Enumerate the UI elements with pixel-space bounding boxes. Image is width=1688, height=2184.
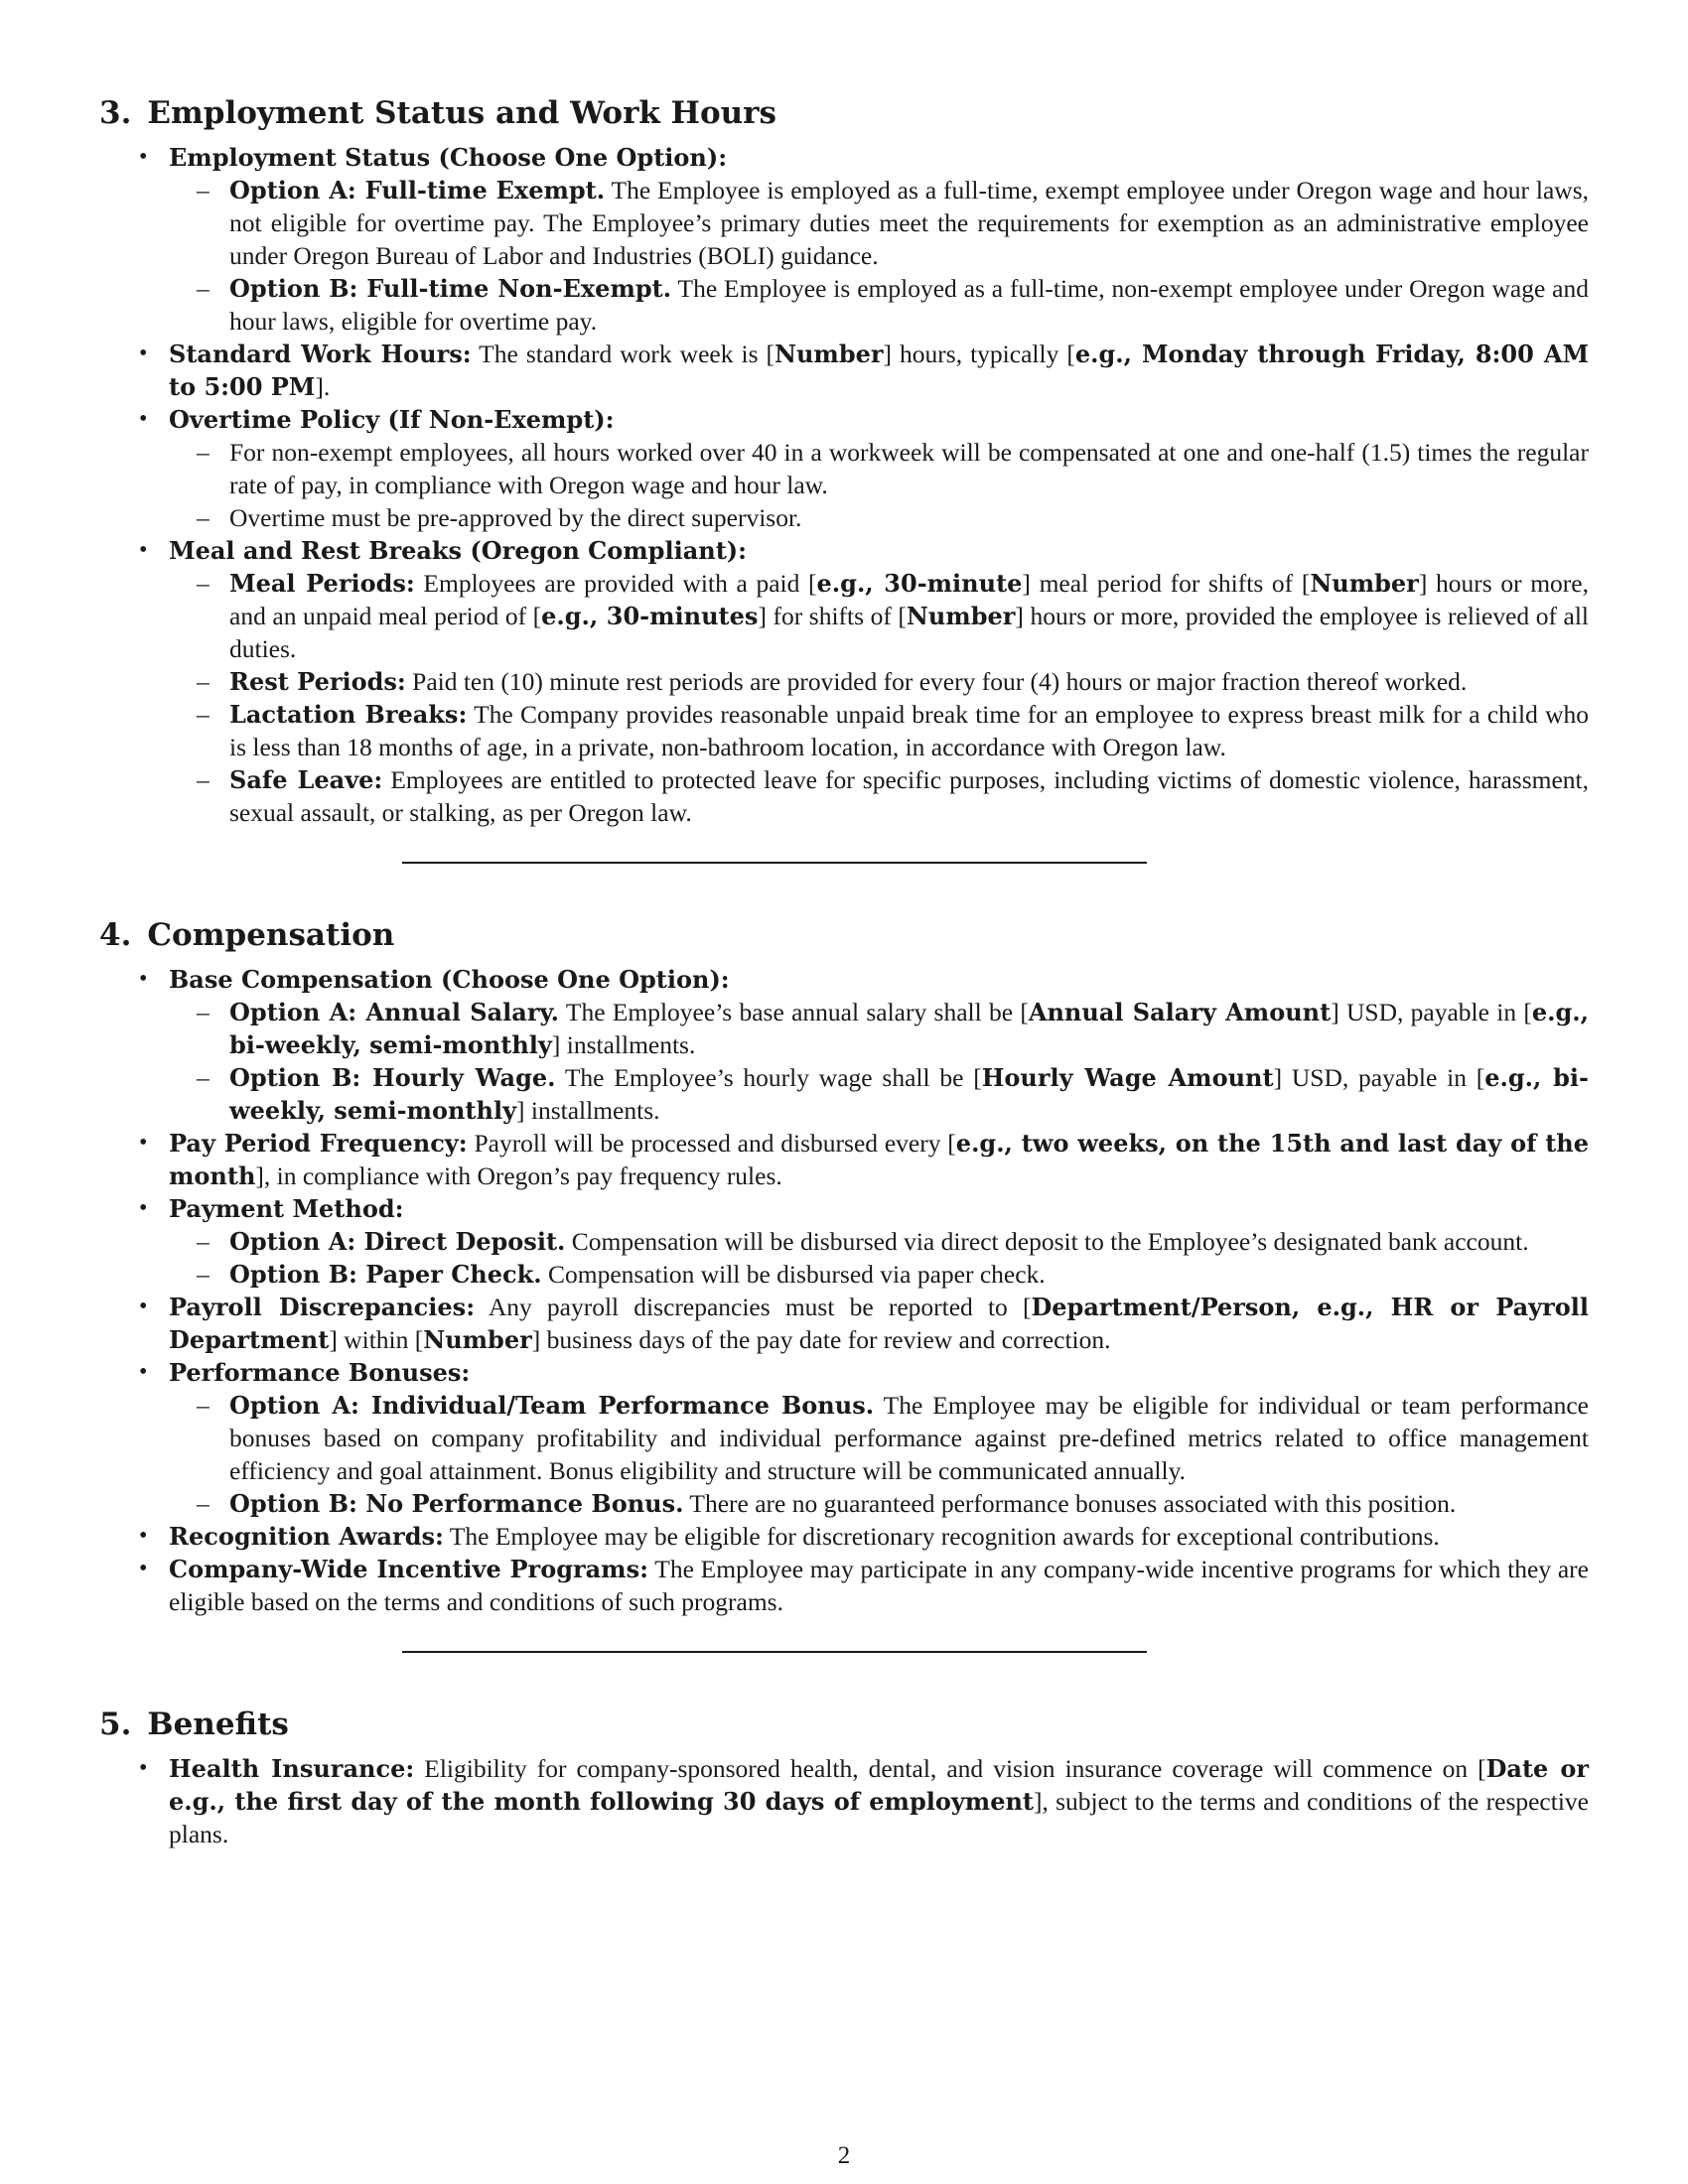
placeholder-field: Department/Person, e.g., HR or Payroll Department — [169, 1293, 1589, 1354]
sub-list — [169, 996, 1589, 1127]
placeholder-field: e.g., two weeks, on the 15th and last day of the month — [169, 1129, 1590, 1190]
sub-list — [169, 436, 1589, 534]
sub-list-item — [229, 996, 1589, 1061]
body-text: ] hours, typically [ — [883, 340, 1075, 368]
placeholder-field: Number — [1310, 569, 1419, 598]
item-label: Pay Period Frequency: — [169, 1129, 468, 1158]
placeholder-field: Date or e.g., the first day of the month following 30 days of employment — [169, 1754, 1590, 1816]
sub-list — [169, 1389, 1589, 1520]
list-item-recognition-awards — [169, 1520, 1589, 1553]
body-text: The Company provides reasonable unpaid break time for an employee to express breast milk for a child who is less than 18 months of age, in a private, non-bathroom location, in accordance with Oregon law. — [229, 700, 1589, 761]
body-text: Employees are entitled to protected leave for specific purposes, including victims of domestic violence, harassment, sexual assault, or stalking, as per Oregon law. — [229, 765, 1589, 827]
section-heading-benefits — [99, 1703, 1589, 1746]
body-text: Eligibility for company-sponsored health, dental, and vision insurance coverage will commence on [ — [414, 1754, 1486, 1783]
sub-list-item — [229, 174, 1589, 272]
placeholder-field: Number — [774, 340, 884, 368]
body-text: ] installments. — [551, 1030, 696, 1059]
placeholder-field: e.g., 30-minute — [816, 569, 1023, 598]
sub-list-item — [229, 763, 1589, 829]
list-item-standard-work-hours — [169, 338, 1589, 403]
body-text: Paid ten (10) minute rest periods are provided for every four (4) hours or major fraction thereof worked. — [405, 667, 1468, 696]
section-title: Benefits — [147, 1706, 289, 1742]
list-item-payment-method — [169, 1192, 1589, 1291]
sub-list-item — [229, 272, 1589, 338]
item-label: Option A: Individual/Team Performance Bonus. — [229, 1391, 875, 1420]
section-number: 5. — [99, 1706, 132, 1742]
sub-list — [169, 567, 1589, 829]
placeholder-field: Number — [423, 1325, 532, 1354]
body-text: The Employee may be eligible for discretionary recognition awards for exceptional contributions. — [443, 1522, 1440, 1551]
item-label: Company-Wide Incentive Programs: — [169, 1555, 648, 1583]
document-body — [99, 91, 1589, 1850]
placeholder-field: e.g., Monday through Friday, 8:00 AM to 5:00 PM — [169, 340, 1590, 401]
body-text: Any payroll discrepancies must be reported to [ — [475, 1293, 1032, 1321]
body-text: ] USD, payable in [ — [1273, 1063, 1485, 1092]
item-label: Lactation Breaks: — [229, 700, 468, 729]
item-label: Health Insurance: — [169, 1754, 415, 1783]
sub-list-item — [229, 1487, 1589, 1520]
item-label: Rest Periods: — [229, 667, 406, 696]
section-heading-employment-status-and-work-hours — [99, 91, 1589, 135]
placeholder-field: e.g., 30-minutes — [541, 602, 759, 630]
section-number: 3. — [99, 95, 132, 131]
item-label: Option B: No Performance Bonus. — [229, 1489, 684, 1518]
sub-list-item — [229, 1389, 1589, 1487]
item-label: Base Compensation (Choose One Option): — [169, 965, 730, 994]
item-label: Option A: Direct Deposit. — [229, 1227, 566, 1256]
sub-list-item — [229, 665, 1589, 698]
body-text: The Employee’s hourly wage shall be [ — [555, 1063, 982, 1092]
horizontal-rule — [402, 1651, 1147, 1653]
body-text: Employees are provided with a paid [ — [414, 569, 817, 598]
body-text: ]. — [315, 372, 331, 401]
item-label: Payroll Discrepancies: — [169, 1293, 476, 1321]
item-label: Option A: Full-time Exempt. — [229, 176, 606, 205]
body-text: ] business days of the pay date for review and correction. — [531, 1325, 1111, 1354]
sub-list-item — [229, 567, 1589, 665]
item-label: Meal and Rest Breaks (Oregon Compliant): — [169, 536, 747, 565]
placeholder-field: e.g., bi-weekly, semi-monthly — [229, 998, 1589, 1059]
body-text: The Employee is employed as a full-time, non-exempt employee under Oregon wage and hour laws, eligible for overtime pay. — [229, 274, 1589, 336]
body-text: ] within [ — [329, 1325, 424, 1354]
sub-list-item — [229, 1258, 1589, 1291]
list-item-company-wide-incentive-programs — [169, 1553, 1589, 1618]
section-list — [99, 1752, 1589, 1850]
body-text: ] hours or more, and an unpaid meal period of [ — [229, 569, 1589, 630]
body-text: ] meal period for shifts of [ — [1022, 569, 1311, 598]
placeholder-field: Number — [906, 602, 1016, 630]
placeholder-field: Hourly Wage Amount — [981, 1063, 1274, 1092]
body-text: For non-exempt employees, all hours worked over 40 in a workweek will be compensated at one and one-half (1.5) times the regular rate of pay, in compliance with Oregon wage and hour law. — [229, 438, 1589, 499]
list-item-base-compensation-choose-one-option — [169, 963, 1589, 1127]
body-text: ] installments. — [516, 1096, 660, 1125]
body-text: The Employee’s base annual salary shall be [ — [559, 998, 1029, 1026]
sub-list-item — [229, 1225, 1589, 1258]
body-text: The Employee may be eligible for individual or team performance bonuses based on company profitability and individual performance against pre-defined metrics related to office management efficiency and goal attainment. Bonus eligibility and structure will be communicated annually. — [229, 1391, 1589, 1485]
sub-list — [169, 1225, 1589, 1291]
body-text: Compensation will be disbursed via direct deposit to the Employee’s designated bank account. — [565, 1227, 1529, 1256]
section-list — [99, 963, 1589, 1618]
body-text: ] hours or more, provided the employee is relieved of all duties. — [229, 602, 1590, 663]
section-number: 4. — [99, 917, 132, 953]
sub-list-item — [229, 501, 1589, 534]
placeholder-field: Annual Salary Amount — [1028, 998, 1332, 1026]
body-text: ] for shifts of [ — [758, 602, 907, 630]
page-number: 2 — [837, 2142, 851, 2169]
list-item-payroll-discrepancies — [169, 1291, 1589, 1356]
item-label: Employment Status (Choose One Option): — [169, 143, 728, 172]
item-label: Option B: Hourly Wage. — [229, 1063, 556, 1092]
list-item-meal-and-rest-breaks-oregon-compliant — [169, 534, 1589, 829]
body-text: Overtime must be pre-approved by the direct supervisor. — [229, 503, 802, 532]
sub-list-item — [229, 698, 1589, 763]
item-label: Option B: Full-time Non-Exempt. — [229, 274, 672, 303]
sub-list-item — [229, 436, 1589, 501]
item-label: Option A: Annual Salary. — [229, 998, 560, 1026]
list-item-pay-period-frequency — [169, 1127, 1589, 1192]
body-text: ] USD, payable in [ — [1331, 998, 1532, 1026]
horizontal-rule — [402, 862, 1147, 864]
sub-list — [169, 174, 1589, 338]
body-text: ], subject to the terms and conditions of the respective plans. — [169, 1787, 1589, 1848]
list-item-health-insurance — [169, 1752, 1589, 1850]
placeholder-field: e.g., bi-weekly, semi-monthly — [229, 1063, 1589, 1125]
item-label: Standard Work Hours: — [169, 340, 472, 368]
item-label: Safe Leave: — [229, 765, 383, 794]
body-text: Compensation will be disbursed via paper check. — [541, 1260, 1046, 1289]
body-text: The standard work week is [ — [471, 340, 775, 368]
section-heading-compensation — [99, 913, 1589, 957]
sub-list-item — [229, 1061, 1589, 1127]
body-text: ], in compliance with Oregon’s pay frequency rules. — [255, 1161, 782, 1190]
list-item-overtime-policy-if-non-exempt — [169, 403, 1589, 534]
section-title: Employment Status and Work Hours — [147, 95, 776, 131]
list-item-performance-bonuses — [169, 1356, 1589, 1520]
list-item-employment-status-choose-one-option — [169, 141, 1589, 338]
body-text: The Employee is employed as a full-time, exempt employee under Oregon wage and hour laws, not eligible for overtime pay. The Employee’s primary duties meet the requirements for exemption as an administrative employee under Oregon Bureau of Labor and Industries (BOLI) guidance. — [229, 176, 1589, 270]
section-list — [99, 141, 1589, 829]
section-title: Compensation — [147, 917, 395, 953]
body-text: There are no guaranteed performance bonuses associated with this position. — [683, 1489, 1457, 1518]
item-label: Meal Periods: — [229, 569, 415, 598]
item-label: Performance Bonuses: — [169, 1358, 471, 1387]
body-text: Payroll will be processed and disbursed every [ — [467, 1129, 956, 1158]
item-label: Option B: Paper Check. — [229, 1260, 542, 1289]
item-label: Overtime Policy (If Non-Exempt): — [169, 405, 615, 434]
item-label: Recognition Awards: — [169, 1522, 444, 1551]
item-label: Payment Method: — [169, 1194, 404, 1223]
body-text: The Employee may participate in any company-wide incentive programs for which they are eligible based on the terms and conditions of such programs. — [169, 1555, 1589, 1616]
